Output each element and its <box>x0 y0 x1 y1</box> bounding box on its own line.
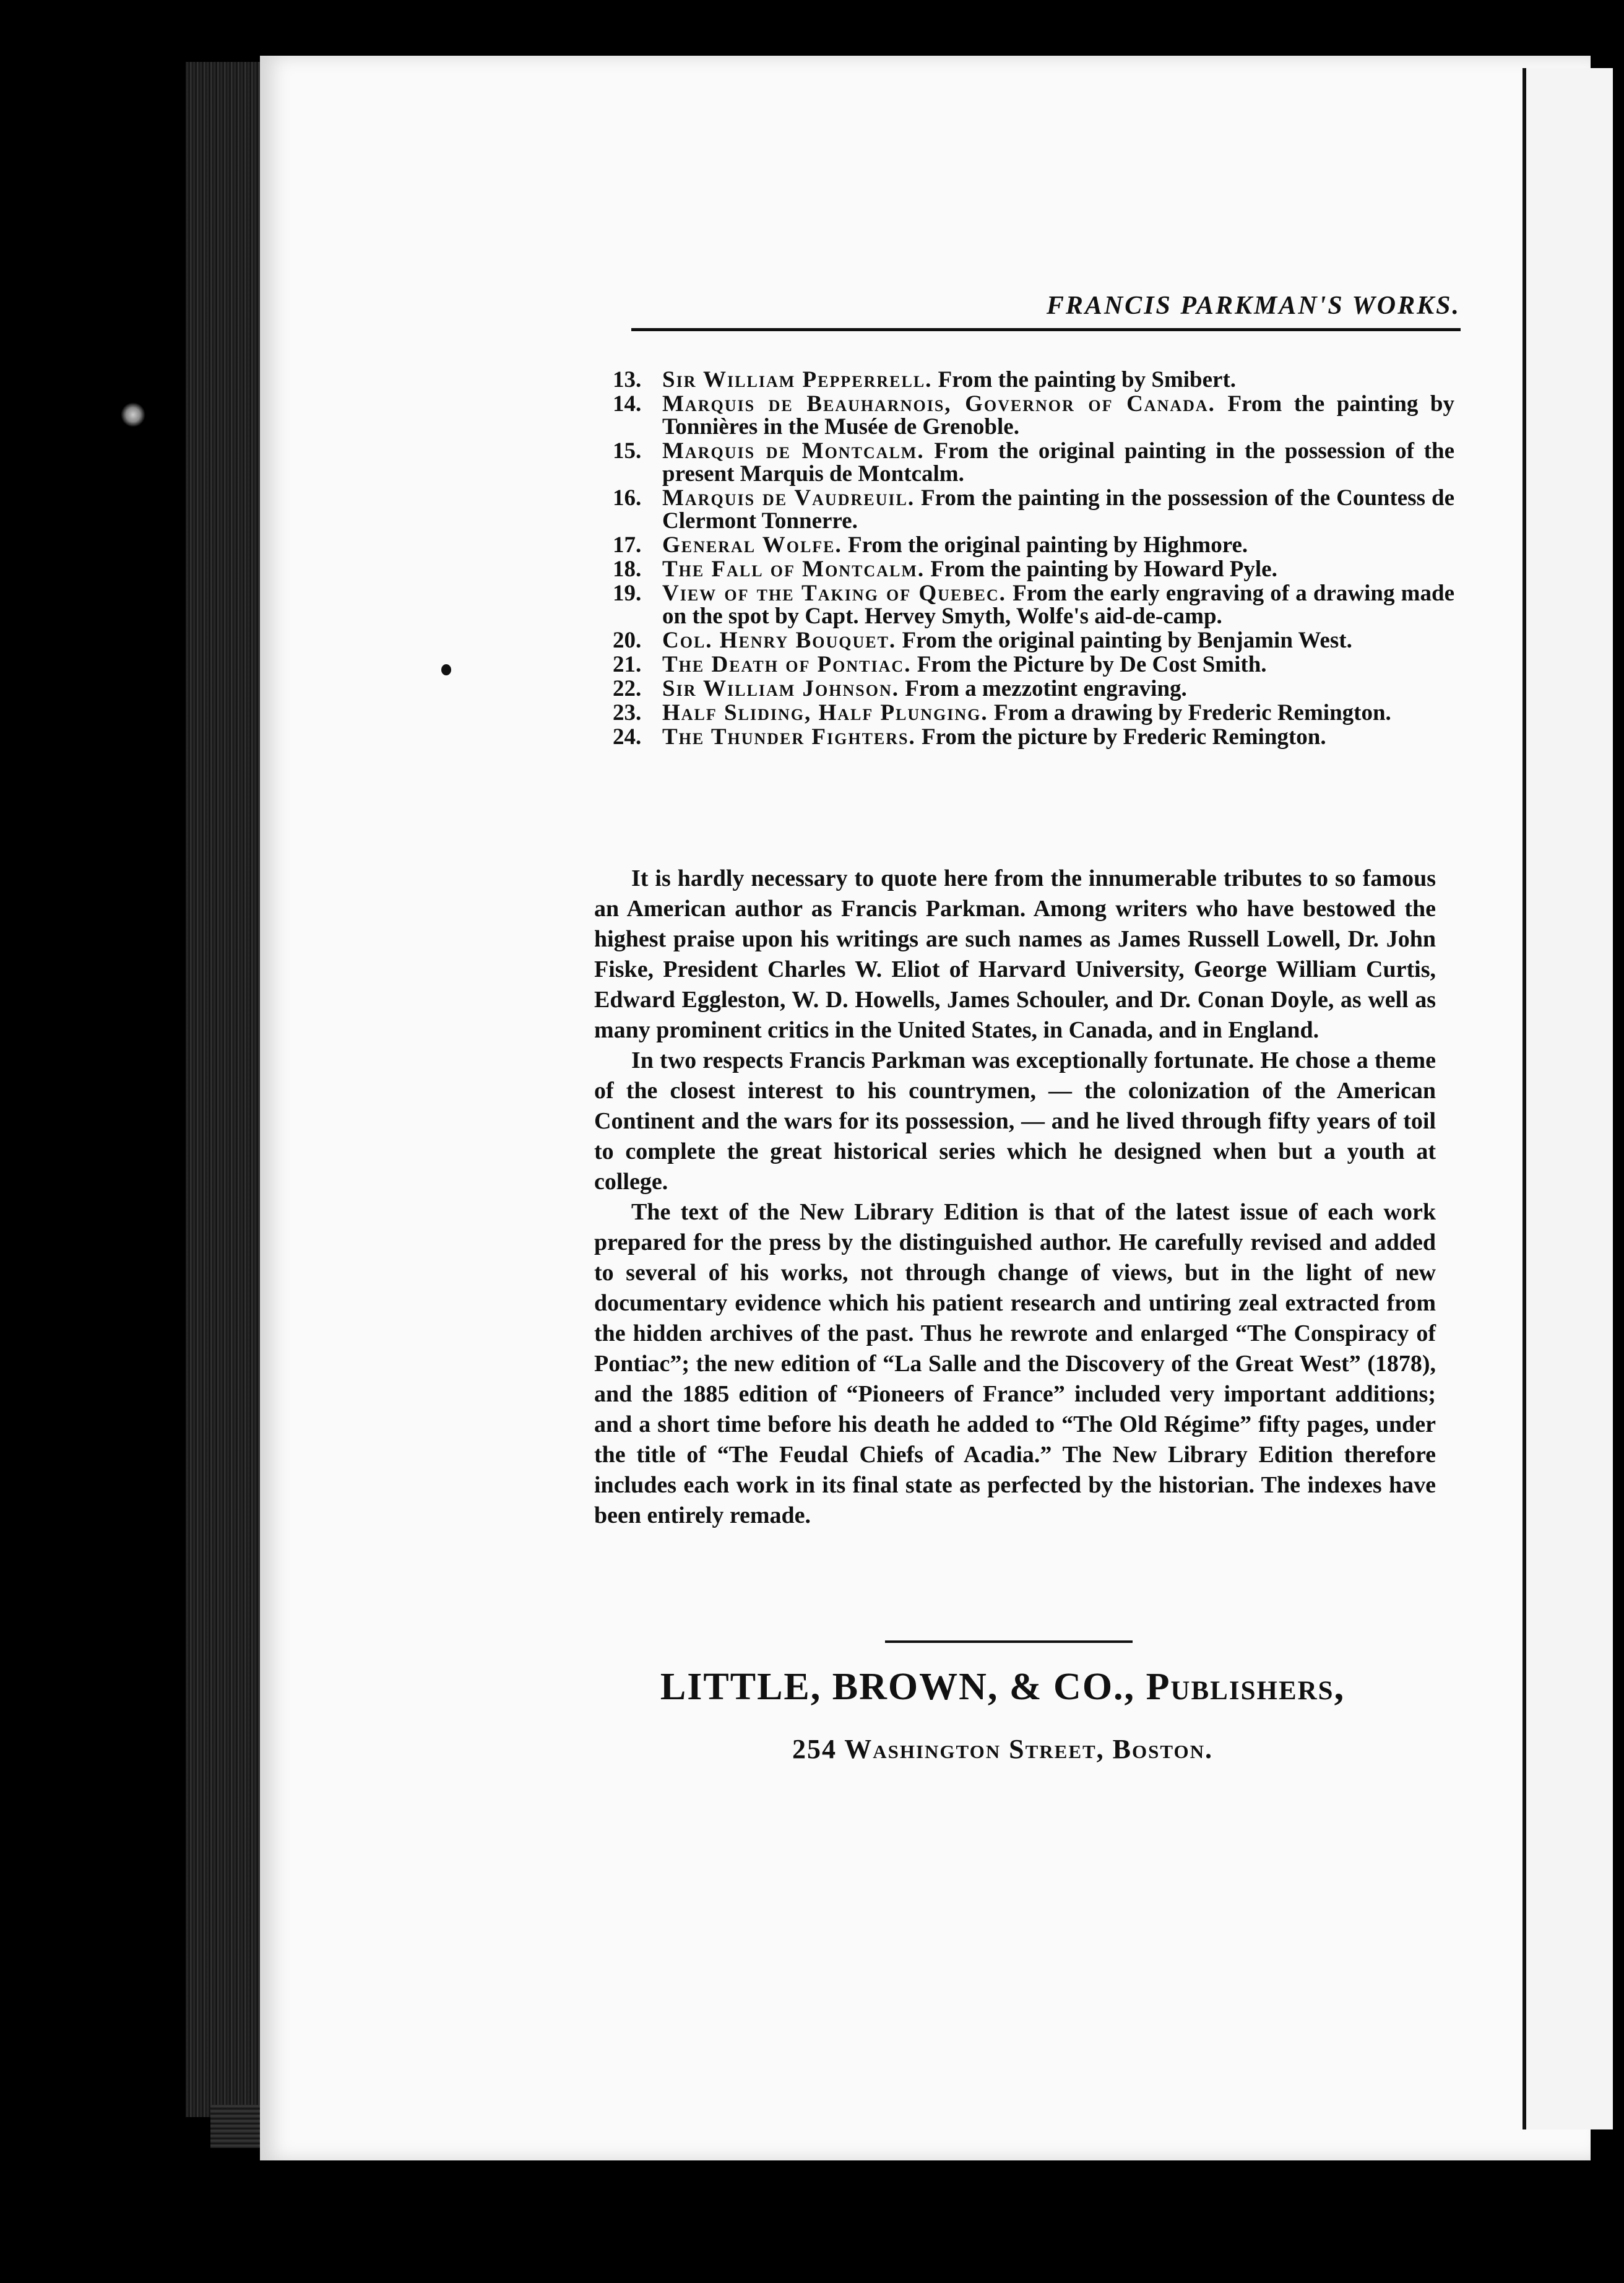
plate-item <box>613 487 1454 532</box>
plate-number: 20. <box>613 628 642 653</box>
plates-list <box>613 368 1454 750</box>
plate-description: From the painting by Smibert. <box>938 367 1237 392</box>
plate-item <box>613 368 1454 391</box>
ink-dot <box>441 664 451 675</box>
paragraph: In two respects Francis Parkman was exceptionally fortunate. He chose a theme of the closest interest to his countrymen, — the colonization of the American Continent and the wars for its possession, — and he lived through fifty years of toil to complete the great historical series which he designed when but a youth at college. <box>594 1047 1436 1195</box>
plate-title: The Death of Pontiac. <box>662 652 912 677</box>
plate-item <box>613 701 1454 724</box>
plate-description: From the original painting by Highmore. <box>848 532 1248 558</box>
publisher-name: LITTLE, BROWN, & CO., <box>660 1666 1136 1708</box>
plate-title: Marquis de Vaudreuil. <box>662 485 915 511</box>
plate-description: From the early engraving of a drawing made on the spot by Capt. Hervey Smyth, Wolfe's aid-de-camp. <box>662 581 1455 629</box>
scan-speck <box>121 402 145 427</box>
plate-number: 24. <box>613 724 642 750</box>
plate-item <box>613 629 1454 652</box>
plate-item <box>613 582 1454 628</box>
plate-description: From the original painting in the possession of the present Marquis de Montcalm. <box>662 438 1455 487</box>
plate-number: 21. <box>613 652 642 677</box>
body-text <box>594 864 1436 1531</box>
divider-rule <box>885 1640 1133 1643</box>
plate-description: From the Picture by De Cost Smith. <box>917 652 1267 677</box>
plate-number: 19. <box>613 581 642 606</box>
publisher-imprint <box>582 1665 1423 1709</box>
plate-description: From the original painting by Benjamin West. <box>902 628 1352 653</box>
plate-number: 16. <box>613 485 642 511</box>
plate-number: 18. <box>613 557 642 582</box>
plate-title: Half Sliding, Half Plunging. <box>662 700 988 726</box>
plate-description: From a mezzotint engraving. <box>905 676 1187 701</box>
plate-title: The Fall of Montcalm. <box>662 557 925 582</box>
running-head: FRANCIS PARKMAN'S WORKS. <box>631 291 1461 331</box>
plate-item <box>613 392 1454 438</box>
paragraph: The text of the New Library Edition is that of the latest issue of each work prepared for the press by the distinguished author. He carefully revised and added to several of his works, not through change of views, but in the light of new documentary evidence which his patient research and untiring zeal extracted from the hidden archives of the past. Thus he rewrote and enlarged “The Conspiracy of Pontiac”; the new edition of “La Salle and the Discovery of the Great West” (1878), and the 1885 edition of “Pioneers of France” included very important additions; and a short time before his death he added to “The Old Régime” fifty pages, under the title of “The Feudal Chiefs of Acadia.” The New Library Edition therefore includes each work in its final state as perfected by the historian. The indexes have been entirely remade. <box>594 1199 1436 1528</box>
plate-description: From the painting in the possession of the Countess de Clermont Tonnerre. <box>662 485 1454 534</box>
publisher-address: 254 Washington Street, Boston. <box>792 1734 1213 1764</box>
plate-item <box>613 440 1454 485</box>
plate-title: Marquis de Beauharnois, Governor of Canada. <box>662 391 1216 417</box>
plate-number: 13. <box>613 367 642 392</box>
plate-item <box>613 653 1454 676</box>
plate-title: General Wolfe. <box>662 532 842 558</box>
plate-number: 17. <box>613 532 642 558</box>
plate-title: View of the Taking of Quebec. <box>662 581 1006 606</box>
plate-item <box>613 726 1454 748</box>
plate-title: The Thunder Fighters. <box>662 724 916 750</box>
plate-item <box>613 558 1454 581</box>
plate-title: Sir William Johnson. <box>662 676 899 701</box>
plate-number: 22. <box>613 676 642 701</box>
plate-title: Sir William Pepperrell. <box>662 367 933 392</box>
plate-title: Col. Henry Bouquet. <box>662 628 897 653</box>
plate-item <box>613 534 1454 557</box>
plate-number: 14. <box>613 391 642 417</box>
plate-description: From a drawing by Frederic Remington. <box>993 700 1391 726</box>
plate-number: 23. <box>613 700 642 726</box>
plate-description: From the painting by Tonnières in the Musée de Grenoble. <box>662 391 1454 440</box>
publisher-role: Publishers, <box>1146 1666 1345 1708</box>
plate-item <box>613 677 1454 700</box>
paragraph: It is hardly necessary to quote here from the innumerable tributes to so famous an American author as Francis Parkman. Among writers who have bestowed the highest praise upon his writings are such names as James Russell Lowell, Dr. John Fiske, President Charles W. Eliot of Harvard University, George William Curtis, Edward Eggleston, W. D. Howells, James Schouler, and Dr. Conan Doyle, as well as many prominent critics in the United States, in Canada, and in England. <box>594 865 1436 1043</box>
plate-number: 15. <box>613 438 642 464</box>
plate-description: From the painting by Howard Pyle. <box>930 557 1277 582</box>
plate-title: Marquis de Montcalm. <box>662 438 925 464</box>
plate-description: From the picture by Frederic Remington. <box>922 724 1326 750</box>
facing-page-edge <box>1522 68 1613 2129</box>
